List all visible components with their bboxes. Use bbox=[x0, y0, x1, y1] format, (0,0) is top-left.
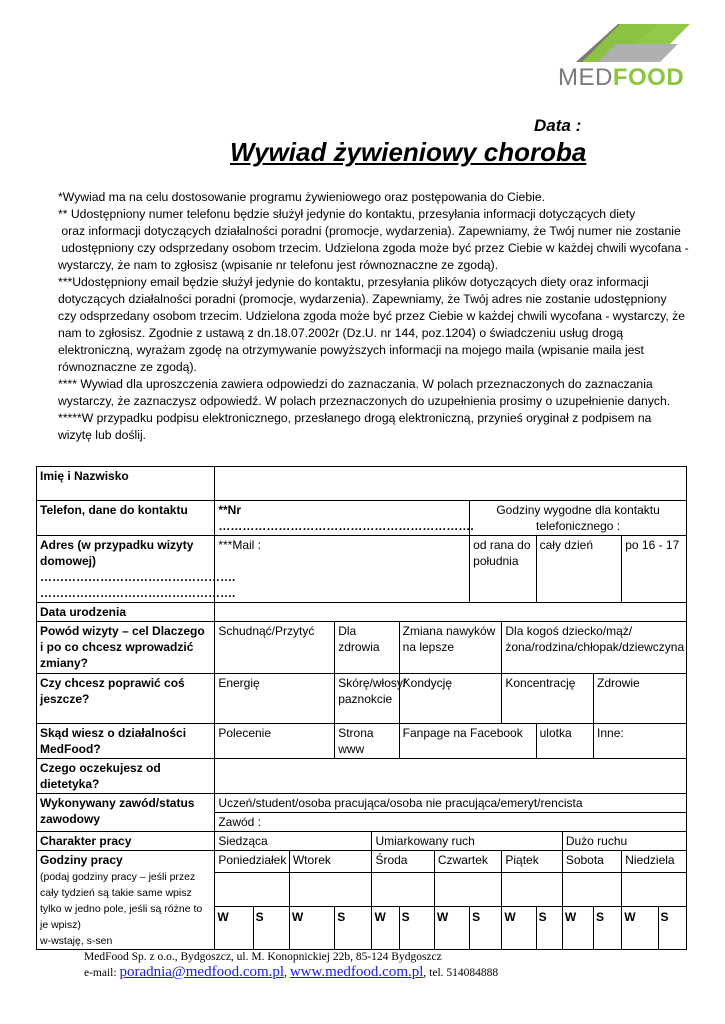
contact-hours-label: Godziny wygodne dla kontaktu telefonicznego : bbox=[470, 501, 687, 536]
wake-sleep-note: w-wstaję, s-sen bbox=[40, 935, 113, 947]
hours-field-monday[interactable] bbox=[215, 872, 290, 906]
improve-option-health[interactable]: Zdrowie bbox=[594, 674, 687, 724]
intro-line: czy odsprzedany osobom trzecim. Udzielona zgoda może być przez Ciebie w każdej chwili wycofana - wystarczy, że bbox=[58, 309, 686, 323]
address-label: Adres (w przypadku wizyty domowej) bbox=[40, 538, 194, 568]
address-dots: …………………………………………. bbox=[40, 586, 236, 600]
page-title: Wywiad żywieniowy choroba bbox=[230, 137, 587, 167]
footer-address: MedFood Sp. z o.o., Bydgoszcz, ul. M. Konopnickiej 22b, 85-124 Bydgoszcz bbox=[84, 951, 442, 963]
hours-option-afternoon[interactable]: po 16 - 17 bbox=[622, 536, 687, 603]
intro-line: *Wywiad ma na celu dostosowanie programu żywieniowego oraz postępowania do Ciebie. bbox=[58, 190, 545, 204]
day-wednesday: Środa bbox=[372, 851, 434, 873]
reason-option-weight[interactable]: Schudnąć/Przytyć bbox=[215, 622, 335, 674]
work-option-sitting[interactable]: Siedząca bbox=[215, 832, 372, 851]
work-hours-note: (podaj godziny pracy – jeśli przez cały tydzień są takie same wpisz tylko w jedno pole, jeśli są różne to je wpisz) bbox=[40, 871, 203, 931]
hours-field-saturday[interactable] bbox=[562, 872, 621, 906]
day-friday: Piątek bbox=[502, 851, 562, 873]
footer-website-link[interactable]: www.medfood.com.pl bbox=[289, 964, 424, 980]
sleep-field[interactable]: S bbox=[536, 906, 562, 949]
day-tuesday: Wtorek bbox=[289, 851, 372, 873]
intro-line: *****W przypadku podpisu elektronicznego, przesłanego drogą elektroniczną, przynieś oryginał z podpisem na bbox=[58, 411, 652, 425]
intro-line: udostępniony czy odsprzedany osobom trzecim. Udzielona zgoda może być przez Ciebie w każdej chwili wycofana - bbox=[58, 241, 689, 255]
work-hours-label: Godziny pracy bbox=[40, 853, 123, 867]
reason-option-habits[interactable]: Zmiana nawyków na lepsze bbox=[399, 622, 502, 674]
day-sunday: Niedziela bbox=[622, 851, 687, 873]
sleep-field[interactable]: S bbox=[399, 906, 434, 949]
hours-field-sunday[interactable] bbox=[622, 872, 687, 906]
intro-line: wizytę lub doślij. bbox=[58, 428, 147, 442]
hours-field-friday[interactable] bbox=[502, 872, 562, 906]
name-label: Imię i Nazwisko bbox=[37, 467, 215, 501]
day-thursday: Czwartek bbox=[434, 851, 501, 873]
brand-logo-text: MEDFOOD bbox=[558, 64, 685, 91]
job-label: Wykonywany zawód/status zawodowy bbox=[37, 794, 215, 832]
intro-line: ** Udostępniony numer telefonu będzie służył jedynie do kontaktu, przesyłania informacji dotyczących diety bbox=[58, 207, 636, 221]
name-field[interactable] bbox=[215, 467, 687, 501]
hours-option-morning[interactable]: od rana do południa bbox=[470, 536, 536, 603]
improve-label: Czy chcesz poprawić coś jeszcze? bbox=[37, 674, 215, 724]
wake-field[interactable]: W bbox=[562, 906, 593, 949]
improve-option-focus[interactable]: Koncentrację bbox=[502, 674, 594, 724]
work-type-label: Charakter pracy bbox=[37, 832, 215, 851]
intro-line: dotyczących działalności poradni (promocje, wydarzenia). Zapewniamy, że Twój adres nie zostanie udostępniony bbox=[58, 292, 667, 306]
source-option-leaflet[interactable]: ulotka bbox=[536, 724, 593, 759]
source-option-other[interactable]: Inne: bbox=[594, 724, 687, 759]
mail-field[interactable]: ***Mail : bbox=[215, 536, 470, 603]
phone-prefix: **Nr bbox=[218, 503, 241, 517]
day-monday: Poniedziałek bbox=[215, 851, 290, 873]
birth-label: Data urodzenia bbox=[37, 603, 215, 622]
address-cell[interactable] bbox=[37, 536, 236, 603]
intro-line: oraz informacji dotyczących działalności poradni (promocje, wydarzenia). Zapewniamy, że Twój numer nie zostanie bbox=[58, 224, 681, 238]
hours-field-wednesday[interactable] bbox=[372, 872, 434, 906]
intro-text bbox=[58, 189, 698, 444]
sleep-field[interactable]: S bbox=[253, 906, 289, 949]
wake-field[interactable]: W bbox=[502, 906, 536, 949]
job-field[interactable]: Zawód : bbox=[215, 813, 687, 832]
address-dots: …………………………………………. bbox=[40, 570, 236, 584]
sleep-field[interactable]: S bbox=[470, 906, 502, 949]
phone-label: Telefon, dane do kontaktu bbox=[37, 501, 215, 536]
sleep-field[interactable]: S bbox=[594, 906, 622, 949]
sleep-field[interactable]: S bbox=[335, 906, 372, 949]
work-hours-cell bbox=[37, 851, 215, 950]
reason-option-health[interactable]: Dla zdrowia bbox=[335, 622, 399, 674]
date-label: Data : bbox=[534, 116, 582, 135]
footer-email-link[interactable]: poradnia@medfood.com.pl bbox=[119, 964, 285, 980]
hours-field-tuesday[interactable] bbox=[289, 872, 372, 906]
footer-separator: , bbox=[284, 967, 290, 979]
wake-field[interactable]: W bbox=[372, 906, 399, 949]
intro-line: równoznaczne ze zgodą). bbox=[58, 360, 197, 374]
source-option-facebook[interactable]: Fanpage na Facebook bbox=[399, 724, 536, 759]
reason-label: Powód wizyty – cel Dlaczego i po co chcesz wprowadzić zmiany? bbox=[37, 622, 215, 674]
job-status-options[interactable]: Uczeń/student/osoba pracująca/osoba nie pracująca/emeryt/rencista bbox=[215, 794, 687, 813]
intro-line: wystarczy, że zaznaczysz odpowiedź. W polach przeznaczonych do uzupełnienia prosimy o uzupełnienie danych. bbox=[58, 394, 671, 408]
hours-option-allday[interactable]: cały dzień bbox=[536, 536, 622, 603]
expect-label: Czego oczekujesz od dietetyka? bbox=[37, 759, 215, 794]
footer-contact bbox=[84, 964, 498, 981]
work-option-moderate[interactable]: Umiarkowany ruch bbox=[372, 832, 562, 851]
improve-option-condition[interactable]: Kondycję bbox=[399, 674, 502, 724]
source-option-website[interactable]: Strona www bbox=[335, 724, 399, 759]
hours-field-thursday[interactable] bbox=[434, 872, 501, 906]
work-option-active[interactable]: Dużo ruchu bbox=[562, 832, 686, 851]
sleep-field[interactable]: S bbox=[658, 906, 687, 949]
birth-field[interactable] bbox=[215, 603, 687, 622]
phone-dots: ………………………………………………………. bbox=[218, 519, 474, 533]
footer-phone: , tel. 514084888 bbox=[423, 967, 499, 979]
source-option-referral[interactable]: Polecenie bbox=[215, 724, 335, 759]
interview-form-table bbox=[36, 466, 687, 950]
wake-field[interactable]: W bbox=[215, 906, 253, 949]
source-label: Skąd wiesz o działalności MedFood? bbox=[37, 724, 215, 759]
expect-field[interactable] bbox=[215, 759, 687, 794]
reason-option-someone[interactable]: Dla kogoś dziecko/mąż/żona/rodzina/chłopak/dziewczyna bbox=[502, 622, 687, 674]
day-saturday: Sobota bbox=[562, 851, 621, 873]
improve-option-energy[interactable]: Energię bbox=[215, 674, 335, 724]
intro-line: ***Udostępniony email będzie służył jedynie do kontaktu, przesyłania plików dotyczących diety oraz informacji bbox=[58, 275, 649, 289]
improve-option-skin[interactable]: Skórę/włosy/ paznokcie bbox=[335, 674, 399, 724]
phone-field[interactable] bbox=[215, 501, 474, 536]
intro-line: wystarczy, że nam to zgłosisz (wpisanie nr telefonu jest równoznaczne ze zgodą). bbox=[58, 258, 499, 272]
wake-field[interactable]: W bbox=[289, 906, 334, 949]
intro-line: **** Wywiad dla uproszczenia zawiera odpowiedzi do zaznaczania. W polach przeznaczonych do zaznaczania bbox=[58, 377, 653, 391]
intro-line: elektroniczną, wyrażam zgodę na otrzymywanie powyższych informacji na mojego maila (wpisanie maila jest bbox=[58, 343, 644, 357]
wake-field[interactable]: W bbox=[434, 906, 469, 949]
intro-line: nam to zgłosisz. Zgodnie z ustawą z dn.18.07.2002r (Dz.U. nr 144, poz.1204) o świadczeniu usług drogą bbox=[58, 326, 624, 340]
wake-field[interactable]: W bbox=[622, 906, 658, 949]
footer-email-prefix: e-mail: bbox=[84, 967, 120, 979]
